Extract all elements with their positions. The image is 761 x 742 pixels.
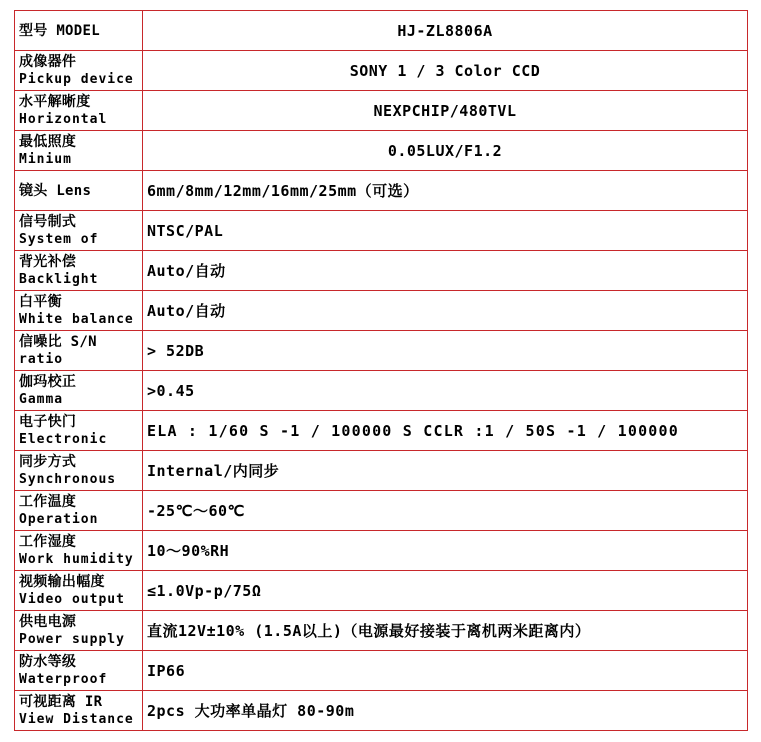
spec-label-cell (15, 491, 143, 531)
spec-label-cell (15, 51, 143, 91)
spec-label-cell (15, 411, 143, 451)
spec-label-en: View Distance (19, 711, 134, 727)
spec-row (15, 251, 748, 291)
spec-label-cn: 防水等级 (19, 653, 77, 670)
spec-label-en: Operation (19, 511, 99, 527)
spec-label-cell (15, 211, 143, 251)
spec-label-en: Work humidity (19, 551, 134, 567)
spec-label-en: White balance (19, 311, 134, 327)
spec-label-en: Synchronous (19, 471, 117, 487)
spec-row (15, 11, 748, 51)
spec-value: HJ-ZL8806A (143, 11, 748, 51)
spec-row (15, 131, 748, 171)
spec-label-cn: 型号 MODEL (19, 22, 100, 39)
spec-label-en: ratio (19, 351, 64, 367)
spec-label-cn: 白平衡 (19, 293, 62, 310)
spec-label-en: System of (19, 231, 99, 247)
spec-label-en: Gamma (19, 391, 64, 407)
spec-label-cn: 水平解晰度 (19, 93, 91, 110)
spec-label-cell (15, 691, 143, 731)
spec-label-cell (15, 91, 143, 131)
spec-label-en: Electronic (19, 431, 108, 447)
spec-label-en: Power supply (19, 631, 125, 647)
spec-label-cn: 镜头 Lens (19, 182, 92, 199)
spec-label-cn: 信噪比 S/N (19, 333, 97, 350)
spec-label-cn: 工作湿度 (19, 533, 77, 550)
spec-row (15, 211, 748, 251)
spec-value: ELA : 1/60 S -1 / 100000 S CCLR :1 / 50S -1 / 100000 (143, 411, 748, 451)
spec-label-cell (15, 531, 143, 571)
spec-label-cell (15, 131, 143, 171)
spec-label-cn: 工作温度 (19, 493, 77, 510)
spec-label-cell (15, 331, 143, 371)
spec-row (15, 51, 748, 91)
spec-value: NEXPCHIP/480TVL (143, 91, 748, 131)
spec-label-en: Horizontal (19, 111, 108, 127)
spec-row (15, 411, 748, 451)
spec-label-cn: 背光补偿 (19, 253, 77, 270)
spec-label-cn: 最低照度 (19, 133, 77, 150)
spec-label-cn: 可视距离 IR (19, 693, 103, 710)
spec-value: IP66 (143, 651, 748, 691)
spec-label-cn: 同步方式 (19, 453, 77, 470)
spec-label-cell (15, 171, 143, 211)
spec-label-cn: 视频输出幅度 (19, 573, 105, 590)
spec-label-cn: 成像器件 (19, 53, 77, 70)
spec-value: 2pcs 大功率单晶灯 80-90m (143, 691, 748, 731)
spec-row (15, 491, 748, 531)
spec-label-cn: 电子快门 (19, 413, 77, 430)
spec-value: 直流12V±10% (1.5A以上)（电源最好接装于离机两米距离内） (143, 611, 748, 651)
spec-label-cn: 供电电源 (19, 613, 77, 630)
spec-label-cell (15, 451, 143, 491)
spec-value: NTSC/PAL (143, 211, 748, 251)
spec-value: Internal/内同步 (143, 451, 748, 491)
spec-table-body (15, 11, 748, 731)
spec-label-en: Video output (19, 591, 125, 607)
spec-row (15, 371, 748, 411)
spec-value: 0.05LUX/F1.2 (143, 131, 748, 171)
spec-value: 10～90%RH (143, 531, 748, 571)
spec-row (15, 331, 748, 371)
spec-row (15, 651, 748, 691)
spec-label-cell (15, 571, 143, 611)
spec-label-en: Pickup device (19, 71, 134, 87)
spec-value: 6mm/8mm/12mm/16mm/25mm（可选） (143, 171, 748, 211)
spec-row (15, 451, 748, 491)
spec-row (15, 691, 748, 731)
spec-value: -25℃～60℃ (143, 491, 748, 531)
spec-row (15, 531, 748, 571)
spec-row (15, 91, 748, 131)
spec-value: ≤1.0Vp-p/75Ω (143, 571, 748, 611)
spec-value: SONY 1 / 3 Color CCD (143, 51, 748, 91)
spec-label-cell (15, 291, 143, 331)
spec-label-cn: 信号制式 (19, 213, 77, 230)
spec-label-cell (15, 611, 143, 651)
spec-value: > 52DB (143, 331, 748, 371)
spec-row (15, 611, 748, 651)
spec-label-en: Minium (19, 151, 72, 167)
spec-label-en: Backlight (19, 271, 99, 287)
spec-value: >0.45 (143, 371, 748, 411)
spec-label-cell (15, 251, 143, 291)
spec-value: Auto/自动 (143, 291, 748, 331)
spec-label-cell (15, 11, 143, 51)
spec-label-cell (15, 651, 143, 691)
spec-label-cn: 伽玛校正 (19, 373, 77, 390)
spec-value: Auto/自动 (143, 251, 748, 291)
spec-row (15, 171, 748, 211)
spec-label-cell (15, 371, 143, 411)
spec-label-en: Waterproof (19, 671, 108, 687)
spec-row (15, 571, 748, 611)
spec-row (15, 291, 748, 331)
spec-table (14, 10, 748, 731)
